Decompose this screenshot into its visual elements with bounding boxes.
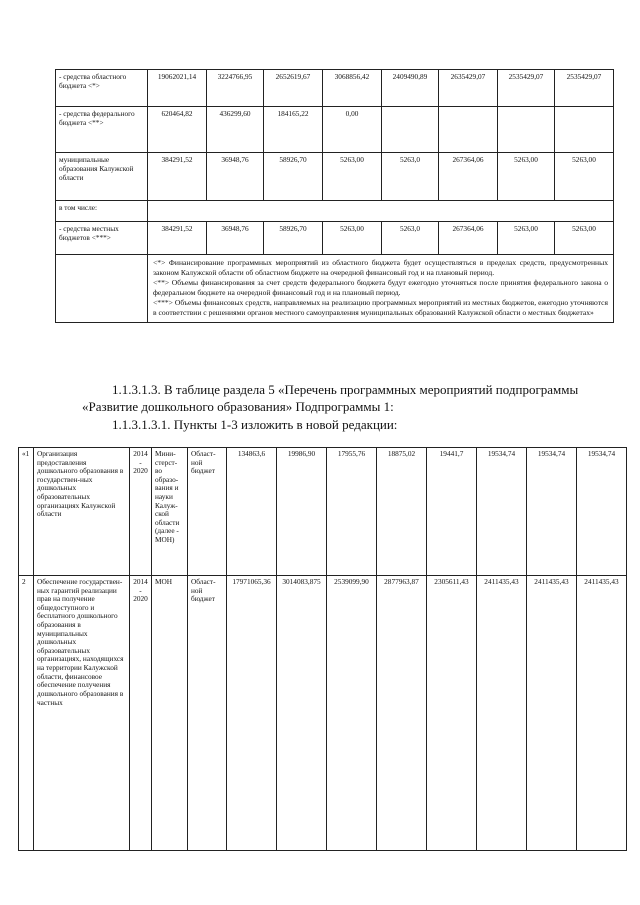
cell-value: 17971065,36 [227, 576, 277, 851]
cell-value: 184165,22 [264, 107, 323, 153]
funding-source: Област-ной бюджет [188, 576, 227, 851]
cell-value: 384291,52 [148, 222, 207, 255]
cell-value: 2877963,87 [377, 576, 427, 851]
cell-value [439, 107, 498, 153]
cell-value: 58926,70 [264, 153, 323, 201]
paragraph-amendment-item: 1.1.3.1.3.1. Пункты 1-3 изложить в новой редакции: [112, 417, 398, 432]
cell-value: 2409490,89 [382, 70, 439, 107]
cell-value: 5263,00 [555, 153, 614, 201]
measures-table [18, 447, 627, 851]
cell-value: 436299,60 [207, 107, 264, 153]
cell-value [498, 107, 555, 153]
table-row [56, 107, 614, 153]
footnote: <*> Финансирование программных мероприятий из областного бюджета будет осуществляться в пределах средств, предусмотренных законом Калужской области об областном бюджете на очередной финансовый год и на плановый период. [153, 258, 608, 278]
cell-value: 2652619,67 [264, 70, 323, 107]
paragraph-amendment-subtitle: «Развитие дошкольного образования» Подпрограммы 1: [82, 399, 394, 414]
measure-name: Обеспечение государствен-ных гарантий реализации прав на получение общедоступного и бесплатного дошкольного образования в муниципальных дошкольных образовательных организациях, находящихся на территории Калужской области, финансовое обеспечение получения дошкольного образования в частных [34, 576, 130, 851]
cell-value: 5263,0 [382, 153, 439, 201]
row-number: «1 [19, 448, 34, 576]
cell-value: 620464,82 [148, 107, 207, 153]
empty-cell [148, 201, 614, 222]
footnote: <**> Объемы финансирования за счет средств федерального бюджета будут ежегодно уточняться после принятия федерального закона о федеральном бюджете на очередной финансовый год и на плановый период. [153, 278, 608, 298]
cell-value: 5263,00 [498, 153, 555, 201]
paragraph-amendment-title: 1.1.3.1.3. В таблице раздела 5 «Перечень программных мероприятий подпрограммы [112, 382, 579, 397]
footnote: <***> Объемы финансовых средств, направляемых на реализацию программных мероприятий из местных бюджетов, ежегодно уточняются в соответствии с решениями органов местного самоуправления муниципальных образований Калужской области о местных бюджетах» [153, 298, 608, 318]
cell-value: 2539099,90 [327, 576, 377, 851]
cell-value: 19534,74 [577, 448, 627, 576]
table-row [56, 201, 614, 222]
cell-value: 5263,00 [555, 222, 614, 255]
funding-table [55, 69, 614, 323]
row-label: - средства федерального бюджета <**> [56, 107, 148, 153]
cell-value: 267364,06 [439, 153, 498, 201]
cell-value: 19986,90 [277, 448, 327, 576]
executor: МОН [152, 576, 188, 851]
cell-value: 19534,74 [477, 448, 527, 576]
row-label: - средства местных бюджетов <***> [56, 222, 148, 255]
executor: Мини-стерст-во образо-вания и науки Калуж-ской области (далее - МОН) [152, 448, 188, 576]
funding-source: Област-ной бюджет [188, 448, 227, 576]
cell-value [382, 107, 439, 153]
row-label: в том числе: [56, 201, 148, 222]
cell-value: 2411435,43 [527, 576, 577, 851]
footnotes [148, 255, 614, 323]
cell-value: 19441,7 [427, 448, 477, 576]
cell-value: 2635429,07 [439, 70, 498, 107]
measure-name: Организация предоставления дошкольного образования в государствен-ных дошкольных образовательных организациях Калужской области [34, 448, 130, 576]
row-label: муниципальные образования Калужской области [56, 153, 148, 201]
cell-value: 19062021,14 [148, 70, 207, 107]
cell-value: 5263,00 [498, 222, 555, 255]
cell-value: 134863,6 [227, 448, 277, 576]
cell-value: 2411435,43 [477, 576, 527, 851]
cell-value: 384291,52 [148, 153, 207, 201]
row-label: - средства областного бюджета <*> [56, 70, 148, 107]
cell-value [555, 107, 614, 153]
cell-value: 3068856,42 [323, 70, 382, 107]
table-row [19, 448, 627, 576]
cell-value: 5263,00 [323, 222, 382, 255]
cell-value: 17955,76 [327, 448, 377, 576]
cell-value: 3014083,875 [277, 576, 327, 851]
cell-value: 0,00 [323, 107, 382, 153]
table-row [19, 576, 627, 851]
table-row [56, 153, 614, 201]
cell-value: 2411435,43 [577, 576, 627, 851]
cell-value: 58926,70 [264, 222, 323, 255]
cell-value: 267364,06 [439, 222, 498, 255]
table-row [56, 222, 614, 255]
years: 2014 - 2020 [130, 576, 152, 851]
years: 2014 - 2020 [130, 448, 152, 576]
cell-value: 2535429,07 [555, 70, 614, 107]
cell-value: 5263,0 [382, 222, 439, 255]
cell-value: 3224766,95 [207, 70, 264, 107]
cell-value: 2305611,43 [427, 576, 477, 851]
table-row [56, 70, 614, 107]
empty-cell [56, 255, 148, 323]
cell-value: 36948,76 [207, 222, 264, 255]
cell-value: 2535429,07 [498, 70, 555, 107]
cell-value: 5263,00 [323, 153, 382, 201]
cell-value: 18875,02 [377, 448, 427, 576]
notes-row [56, 255, 614, 323]
cell-value: 19534,74 [527, 448, 577, 576]
row-number: 2 [19, 576, 34, 851]
cell-value: 36948,76 [207, 153, 264, 201]
